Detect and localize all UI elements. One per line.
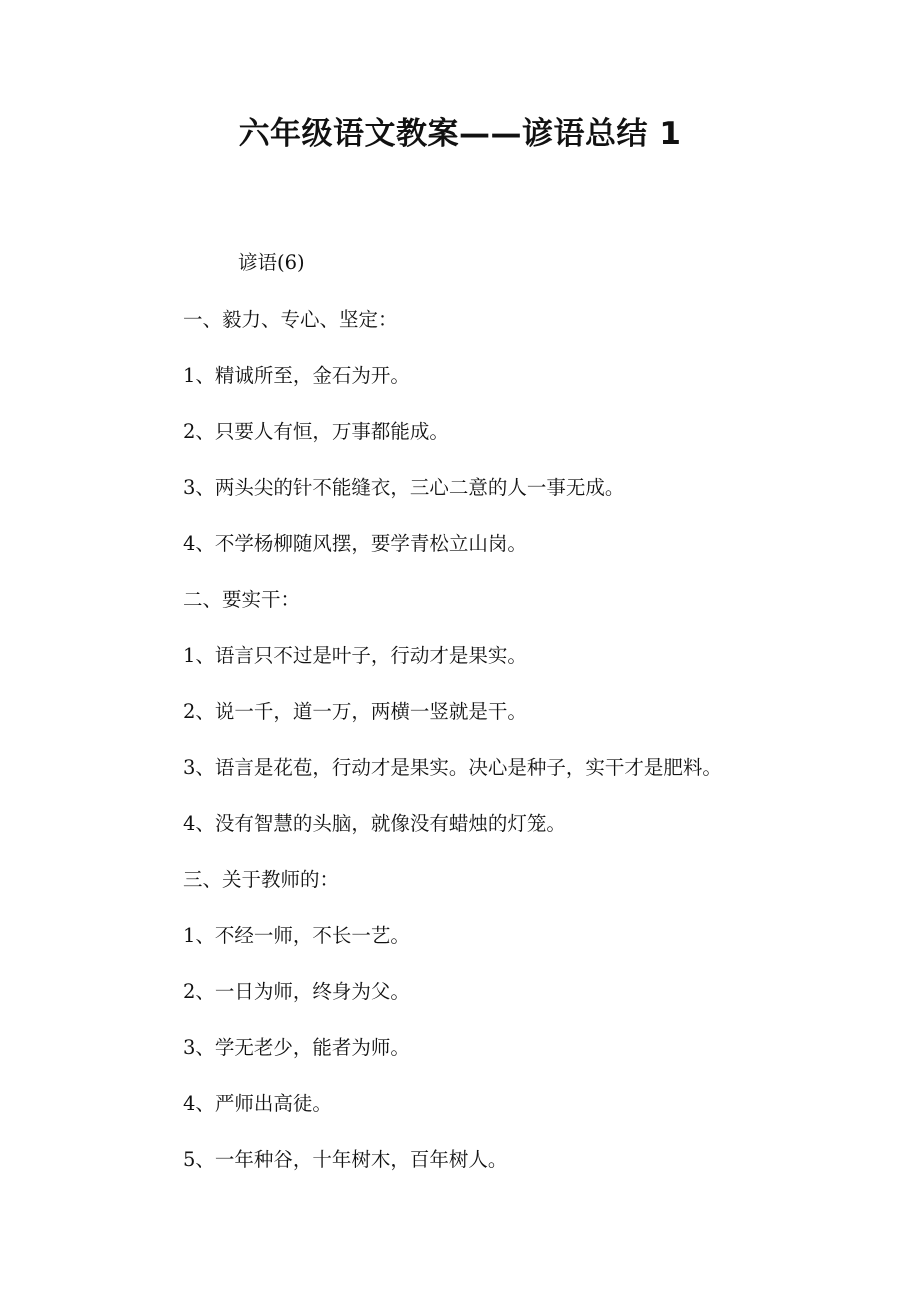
section-heading-3: 三、关于教师的：: [183, 868, 340, 891]
section-heading-2: 二、要实干：: [183, 588, 301, 611]
proverb-item: 1、语言只不过是叶子，行动才是果实。: [183, 644, 527, 667]
proverb-item: 2、只要人有恒，万事都能成。: [183, 420, 449, 443]
proverb-item: 2、说一千，道一万，两横一竖就是干。: [183, 700, 527, 723]
proverb-item: 2、一日为师，终身为父。: [183, 980, 410, 1003]
section-heading-1: 一、毅力、专心、坚定：: [183, 308, 398, 331]
proverb-item: 3、学无老少，能者为师。: [183, 1036, 410, 1059]
proverb-item: 4、不学杨柳随风摆，要学青松立山岗。: [183, 532, 527, 555]
proverb-item: 1、不经一师，不长一艺。: [183, 924, 410, 947]
document-title: 六年级语文教案——谚语总结 1: [238, 116, 682, 152]
subtitle: 谚语(6): [238, 251, 305, 274]
proverb-item: 4、没有智慧的头脑，就像没有蜡烛的灯笼。: [183, 812, 566, 835]
proverb-item: 3、两头尖的针不能缝衣，三心二意的人一事无成。: [183, 476, 625, 499]
proverb-item: 5、一年种谷，十年树木，百年树人。: [183, 1148, 508, 1171]
proverb-item: 3、语言是花苞，行动才是果实。决心是种子，实干才是肥料。: [183, 756, 722, 779]
proverb-item: 4、严师出高徒。: [183, 1092, 332, 1115]
proverb-item: 1、精诚所至，金石为开。: [183, 364, 410, 387]
